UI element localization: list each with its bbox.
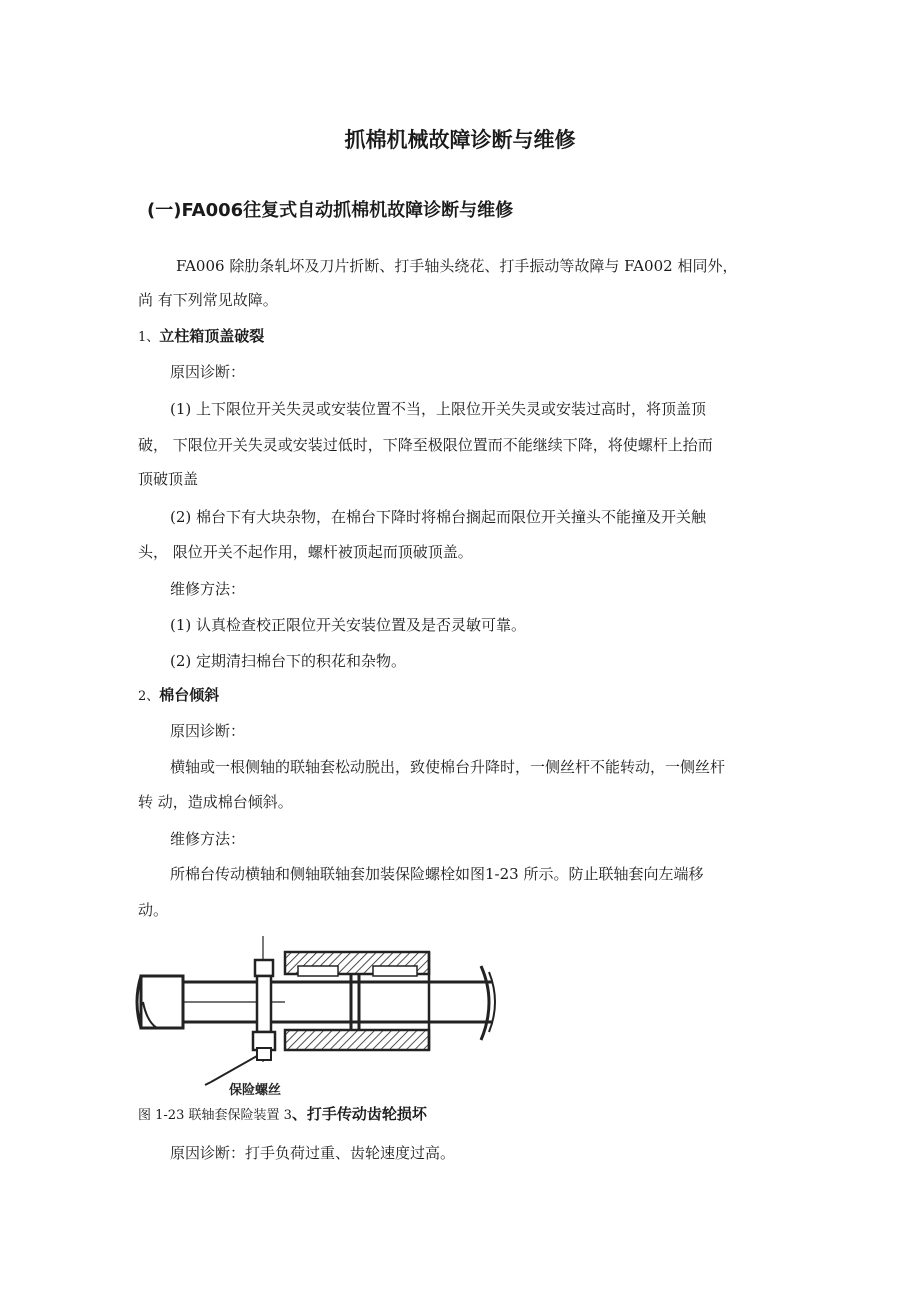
fault-2-title: 棉台倾斜 (159, 686, 220, 704)
coupling-sleeve-figure (133, 932, 503, 1102)
figure-caption (138, 1103, 427, 1124)
fault-3-heading: 、打手传动齿轮损坏 (291, 1105, 427, 1123)
figure-caption-text: 图 1-23 联轴套保险装置 3 (138, 1108, 292, 1123)
fault-2-repair-label: 维修方法： (170, 830, 246, 848)
fault-2-cause-line-2: 转 动，造成棉台倾斜。 (138, 793, 293, 811)
fault-1-title: 立柱箱顶盖破裂 (159, 327, 265, 345)
fault-1-repair-1: (1) 认真检查校正限位开关安装位置及是否灵敏可靠。 (170, 616, 527, 634)
fault-1-cause-label: 原因诊断： (170, 363, 246, 381)
fault-2-repair-line-1: 所棉台传动横轴和侧轴联轴套加装保险螺栓如图1-23 所示。防止联轴套向左端移 (170, 865, 704, 883)
fault-2-cause-label: 原因诊断： (170, 722, 246, 740)
fault-1-number: 1、 (138, 330, 160, 345)
page-title: 抓棉机械故障诊断与维修 (344, 128, 576, 152)
fault-2-repair-line-2: 动。 (138, 901, 169, 919)
safety-bolt (253, 936, 275, 1062)
fault-1-cause-2-line-1: (2) 棉台下有大块杂物，在棉台下降时将棉台搁起而限位开关撞头不能撞及开关触 (170, 508, 707, 526)
fault-1-cause-1-line-3: 顶破顶盖 (138, 470, 199, 488)
fault-1-repair-2: (2) 定期清扫棉台下的积花和杂物。 (170, 652, 407, 670)
fault-1-cause-2-line-2: 头， 限位开关不起作用，螺杆被顶起而顶破顶盖。 (138, 543, 473, 561)
figure-callout-label: 保险螺丝 (229, 1083, 282, 1098)
intro-line-2: 尚 有下列常见故障。 (138, 291, 278, 309)
fault-2-heading (138, 684, 219, 705)
fault-2-cause-line-1: 横轴或一根侧轴的联轴套松动脱出，致使棉台升降时，一侧丝杆不能转动，一侧丝杆 (170, 758, 726, 776)
fault-2-number: 2、 (138, 689, 160, 704)
fault-1-cause-1-line-1: (1) 上下限位开关失灵或安装位置不当，上限位开关失灵或安装过高时，将顶盖顶 (170, 400, 707, 418)
section-heading: (一)FA006往复式自动抓棉机故障诊断与维修 (147, 200, 514, 221)
intro-line-1: FA006 除肋条轧坏及刀片折断、打手轴头绕花、打手振动等故障与 FA002 相同外， (176, 257, 738, 275)
fault-1-cause-1-line-2: 破， 下限位开关失灵或安装过低时，下降至极限位置而不能继续下降，将使螺杆上抬而 (138, 436, 713, 454)
fault-1-heading (138, 325, 264, 346)
coupling-sleeve (285, 952, 429, 1050)
fault-1-repair-label: 维修方法： (170, 580, 246, 598)
callout-leader (205, 1056, 257, 1085)
fault-3-cause-line: 原因诊断：打手负荷过重、齿轮速度过高。 (170, 1144, 456, 1162)
